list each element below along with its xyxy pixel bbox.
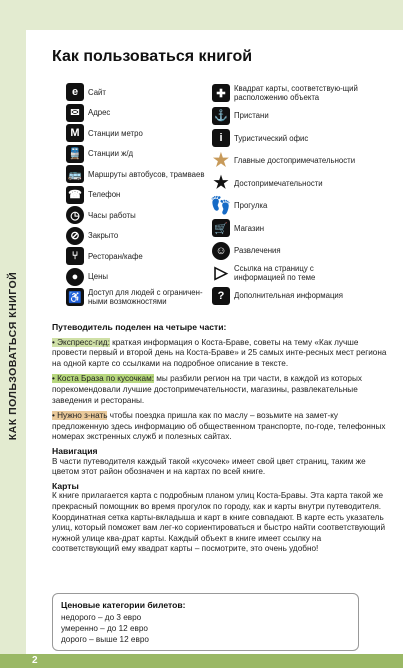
accessibility-icon: ♿ [66,288,84,306]
part-text: мы разбили регион на три части, в каждой из которых порекомендовали лучшие достопримечательности, магазины, развлекательные заведения и рестораны. [52,374,362,405]
main-sights-star-icon: ★ [212,150,230,171]
part-item [52,374,388,406]
legend-label: Закрыто [88,231,119,241]
legend-label: Доступ для людей с ограничен-ными возможностями [88,288,203,307]
legend-item [212,105,362,128]
part-text: чтобы поездка пришла как по маслу – возьмите на замет-ку предложенную здесь информацию об общественном транспорте, по-годе, телефонных номерах экстренных служб и полезных сайтах. [52,411,386,442]
legend-item [66,267,216,288]
legend-label: Магазин [234,223,265,233]
restaurant-icon: ⑂ [66,247,84,265]
shop-icon: 🛒 [212,219,230,237]
legend-label: Станции метро [88,128,143,138]
top-band [0,0,403,30]
bus-tram-icon: 🚌 [66,165,84,183]
legend-label: Ресторан/кафе [88,251,143,261]
part-item [52,338,388,370]
part-text: краткая информация о Коста-Браве, советы на тему «Как лучше провести первый и второй день на Коста-Браве» и 25 самых инте-ресных мест региона на одной карте со ссылками на подробное описание в тексте. [52,337,387,368]
side-section-label: КАК ПОЛЬЗОВАТЬСЯ КНИГОЙ [7,271,19,441]
intro-heading: Путеводитель поделен на четыре части: [52,322,227,332]
part-tag: • Коста Браза по кусочкам: [52,374,154,384]
legend-item [212,262,362,285]
price-line: дорого – выше 12 евро [61,635,149,644]
legend-item [66,226,216,247]
legend-item [66,246,216,267]
legend-item [212,195,362,218]
legend-label: Маршруты автобусов, трамваев [88,169,205,179]
legend-label: Прогулка [234,201,268,211]
legend-item [66,103,216,124]
prices-heading: Ценовые категории билетов: [61,600,186,610]
legend-item [66,144,216,165]
maps-text: К книге прилагается карта с подробным планом улиц Коста-Бравы. Эта карта такой же прекрасный помощник во время прогулок по городу, как и карты внутри путеводителя. Координатная сетка карты-вкладыша и карт в книге совпадают. В карте есть указатель улиц, который поможет вам лег-ко сориентироваться и быстро найти соответствующий нужной улице ква-драт карты. Каждый объект в книге имеет ссылку на соответствующий ему квадрат карты – посмотрите, это очень удобно! [52,491,386,554]
legend-item [66,205,216,226]
maps-heading: Карты [52,480,79,491]
legend-item [212,285,362,308]
part-tag: • Экспресс-гид: [52,337,110,347]
legend-label: Станции ж/д [88,149,134,159]
legend-label: Телефон [88,190,121,200]
legend-label: Дополнительная информация [234,291,343,301]
train-icon: 🚆 [66,145,84,163]
legend-item [212,150,362,173]
part-tag: • Нужно з-нать [52,411,108,421]
legend-label: Достопримечательности [234,178,323,188]
legend-item [212,217,362,240]
legend-item [212,240,362,263]
legend-item [66,287,216,308]
metro-icon: M [66,124,84,142]
legend-label: Сайт [88,87,106,97]
map-square-icon: ✚ [212,84,230,102]
clock-icon: ◷ [66,206,84,224]
legend-item [66,185,216,206]
legend-label: Туристический офис [234,133,309,143]
parts-section [52,322,388,555]
phone-icon: ☎ [66,186,84,204]
legend-item [212,127,362,150]
legend-item [66,164,216,185]
closed-icon: ⊘ [66,227,84,245]
legend-left-column [66,82,216,308]
legend-label: Главные достопримечательности [234,156,356,166]
legend-item [66,123,216,144]
legend-label: Часы работы [88,210,136,220]
legend-item [66,82,216,103]
price-line: умеренно – до 12 евро [61,624,148,633]
prices-icon: ● [66,268,84,286]
info-icon: ? [212,287,230,305]
page-title: Как пользоваться книгой [52,48,253,65]
legend-item [212,82,362,105]
legend-label: Адрес [88,108,111,118]
walk-icon: 👣 [210,195,232,215]
navigation-text: В части путеводителя каждый такой «кусочек» имеет свой цвет страниц, таким же цветом этот район обозначен и на картах по всей книге. [52,456,366,477]
entertainment-icon: ☺ [212,242,230,260]
legend-right-column [212,82,362,307]
legend-label: Развлечения [234,246,281,256]
address-icon: ✉ [66,104,84,122]
tourist-office-icon: i [212,129,230,147]
legend-item [212,172,362,195]
legend-label: Цены [88,272,109,282]
navigation-heading: Навигация [52,445,98,456]
legend-label: Ссылка на страницу с информацией по теме [234,264,316,283]
sights-star-icon: ★ [213,173,229,193]
page-number-bar [0,654,403,668]
legend-label: Пристани [234,111,269,121]
page-link-icon: ▷ [214,263,228,283]
side-band [0,30,26,654]
website-icon: e [66,83,84,101]
ticket-prices-box [52,593,359,651]
legend-label: Квадрат карты, соответствую-щий расположению объекта [234,84,358,103]
pier-icon: ⚓ [212,107,230,125]
part-item [52,411,388,443]
page-number: 2 [32,655,38,666]
price-line: недорого – до 3 евро [61,613,142,622]
